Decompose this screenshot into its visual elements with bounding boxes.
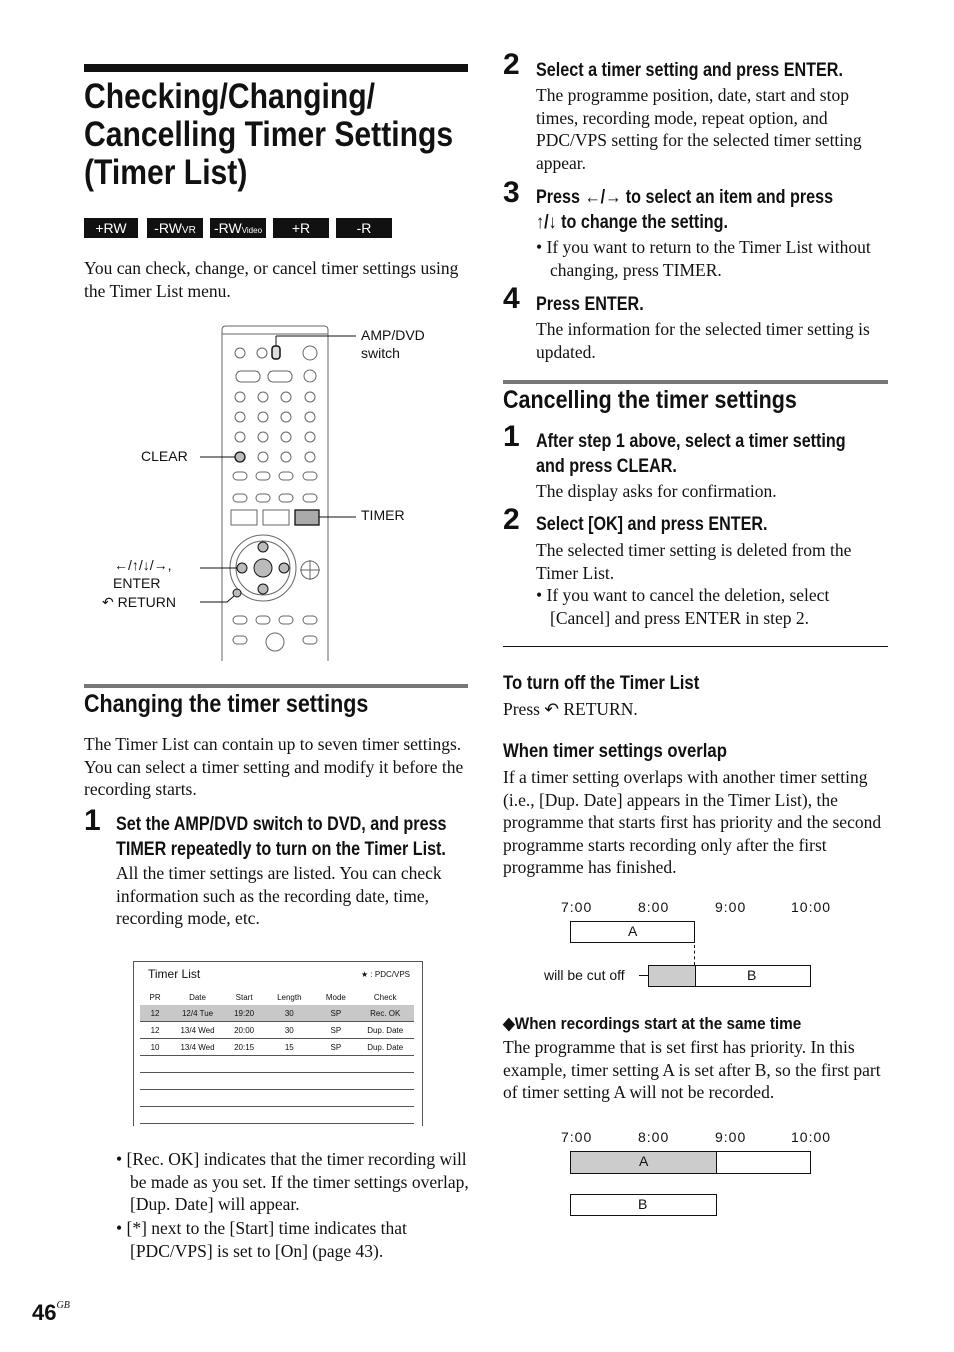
cancel-rule [503, 380, 888, 384]
step3-bullet: • If you want to return to the Timer List without changing, press TIMER. [536, 237, 871, 280]
timer-list-title: Timer List [148, 967, 201, 981]
same-time-heading: ◆When recordings start at the same time [503, 1014, 802, 1033]
changing-intro: The Timer List can contain up to seven timer settings. You can select a timer setting and modify it before the recording starts. [84, 734, 464, 800]
timer-list-cell [225, 1056, 263, 1073]
timer-list-column-header: PR [149, 992, 161, 1002]
badge-plus-r: +R [273, 218, 329, 238]
overlap-body: If a timer setting overlaps with another timer setting (i.e., [Dup. Date] appears in the Timer List), the programme that starts first has priority and the second programme starts recording only after the first programme has finished. [503, 767, 882, 878]
timer-list-row[interactable] [140, 1073, 414, 1090]
timer-list-cell [356, 1090, 414, 1107]
step2-body: The programme position, date, start and stop times, recording mode, repeat option, and PDC/VPS setting for the selected timer setting appear. [536, 85, 862, 173]
remote-label-arrows: ←/↑/↓/→, [114, 557, 172, 573]
timer-list-cell: Dup. Date [356, 1039, 414, 1056]
d2-bar-b: B [570, 1194, 717, 1216]
step3-title: Press ←/→ to select an item and press ↑/↓ to change the setting. [536, 187, 834, 233]
badge-minus-r: -R [336, 218, 392, 238]
step2-title: Select a timer setting and press ENTER. [536, 60, 843, 81]
timer-list-cell [140, 1107, 170, 1124]
page-number: $46^{GB}$ [32, 1300, 70, 1325]
timer-list-cell [140, 1056, 170, 1073]
timer-list-cell: 12 [140, 1005, 170, 1022]
timer-list-cell [170, 1056, 225, 1073]
timer-list-column-header: Date [189, 992, 206, 1002]
cancel-step1-number: 1 [503, 420, 520, 453]
bullet-rec-ok: • [Rec. OK] indicates that the timer recording will be made as you set. If the timer settings overlap, [Dup. Date] will appear. [116, 1149, 469, 1215]
timer-list-cell: 12/4 Tue [170, 1005, 225, 1022]
step1-number: 1 [84, 804, 101, 837]
timer-list-column-header: Check [373, 992, 397, 1002]
intro-text: You can check, change, or cancel timer settings using the Timer List menu. [84, 258, 459, 301]
timer-list-cell [170, 1073, 225, 1090]
timer-list-cell: 19:20 [225, 1005, 263, 1022]
remote-illustration [100, 320, 470, 665]
step4-title: Press ENTER. [536, 294, 644, 315]
d1-dashed-line [694, 945, 695, 965]
timer-list-cell: Dup. Date [356, 1022, 414, 1039]
turnoff-body: Press ↶ RETURN. [503, 699, 638, 719]
timer-list-cell [170, 1107, 225, 1124]
timer-list-cell [315, 1090, 356, 1107]
overlap-diagram [503, 895, 888, 995]
timer-list-cell: 15 [263, 1039, 315, 1056]
remote-label-amp: AMP/DVD switch [361, 327, 425, 361]
badge-minus-rw-vr: -RWVR [147, 218, 203, 238]
d1-bar-a: A [570, 921, 695, 943]
remote-label-return: ↶ RETURN [102, 594, 176, 610]
timer-list-row[interactable] [140, 1107, 414, 1124]
timer-list-column-header: Mode [325, 992, 346, 1002]
timer-list-cell: 12 [140, 1022, 170, 1039]
step3-number: 3 [503, 176, 520, 209]
changing-heading: Changing the timer settings [84, 690, 369, 718]
step1-body: All the timer settings are listed. You can check information such as the recording date, time, recording mode, etc. [116, 863, 442, 929]
d1-time-9: 9:00 [715, 899, 747, 915]
timer-list-legend: ★ : PDC/VPS [361, 970, 410, 979]
timer-list-row[interactable] [140, 1056, 414, 1073]
d1-cut-segment [649, 966, 696, 986]
same-time-diagram [503, 1125, 888, 1220]
timer-list-cell: 10 [140, 1039, 170, 1056]
remote-label-enter: ENTER [113, 575, 161, 591]
cancel-heading: Cancelling the timer settings [503, 386, 797, 414]
cancel-step2-number: 2 [503, 503, 520, 536]
timer-list-row[interactable] [140, 1039, 414, 1056]
overlap-heading: When timer settings overlap [503, 741, 727, 762]
timer-list-cell: 30 [263, 1022, 315, 1039]
page-title: Checking/Changing/ Cancelling Timer Settings (Timer List) [84, 77, 454, 192]
d1-time-8: 8:00 [638, 899, 670, 915]
timer-list-row[interactable] [140, 1005, 414, 1022]
d1-time-10: 10:00 [791, 899, 832, 915]
timer-list-header-row [140, 989, 414, 1005]
timer-list-cell [225, 1073, 263, 1090]
step2-number: 2 [503, 48, 520, 81]
timer-list-cell: 20:00 [225, 1022, 263, 1039]
timer-list-row[interactable] [140, 1090, 414, 1107]
timer-list-cell [140, 1090, 170, 1107]
timer-list-cell [356, 1073, 414, 1090]
cancel-step1-title: After step 1 above, select a timer setting and press CLEAR. [536, 431, 846, 477]
timer-list-cell [263, 1073, 315, 1090]
timer-list-cell: 13/4 Wed [170, 1022, 225, 1039]
badge-minus-rw-video: -RWVideo [210, 218, 266, 238]
d2-time-7: 7:00 [561, 1129, 593, 1145]
timer-list-cell: 13/4 Wed [170, 1039, 225, 1056]
remote-label-timer: TIMER [361, 507, 405, 523]
bullet-pdc-vps: • [*] next to the [Start] time indicates that [PDC/VPS] is set to [On] (page 43). [116, 1218, 407, 1261]
d1-bar-b: B [648, 965, 811, 987]
section-divider [503, 646, 888, 647]
timer-list-cell: SP [315, 1022, 356, 1039]
badge-plus-rw: +RW [84, 218, 138, 238]
timer-list-cell [356, 1107, 414, 1124]
timer-list-screen [133, 961, 423, 1126]
d2-time-10: 10:00 [791, 1129, 832, 1145]
timer-list-cell [315, 1073, 356, 1090]
timer-list-cell [170, 1090, 225, 1107]
d2-time-8: 8:00 [638, 1129, 670, 1145]
step4-number: 4 [503, 282, 520, 315]
timer-list-column-header: Length [277, 992, 302, 1002]
turnoff-heading: To turn off the Timer List [503, 673, 700, 694]
timer-list-cell [263, 1056, 315, 1073]
timer-list-cell [225, 1107, 263, 1124]
changing-rule [84, 684, 468, 688]
timer-list-cell [263, 1107, 315, 1124]
timer-list-cell: SP [315, 1039, 356, 1056]
timer-list-cell [263, 1090, 315, 1107]
cancel-step2-title: Select [OK] and press ENTER. [536, 514, 768, 535]
step1-title: Set the AMP/DVD switch to DVD, and press TIMER repeatedly to turn on the Timer List. [116, 814, 447, 860]
cancel-step2-bullet: • If you want to cancel the deletion, select [Cancel] and press ENTER in step 2. [536, 585, 830, 628]
timer-list-cell: 20:15 [225, 1039, 263, 1056]
remote-label-clear: CLEAR [141, 448, 188, 464]
cancel-step2-body: The selected timer setting is deleted from the Timer List. [536, 540, 852, 583]
d1-cut-label: will be cut off [544, 967, 625, 983]
title-rule [84, 64, 468, 72]
timer-list-table [140, 989, 414, 1124]
timer-list-row[interactable] [140, 1022, 414, 1039]
timer-list-cell [356, 1056, 414, 1073]
timer-list-cell [315, 1056, 356, 1073]
d2-bar-a: A [570, 1151, 811, 1174]
timer-list-cell: Rec. OK [356, 1005, 414, 1022]
timer-list-cell [140, 1073, 170, 1090]
timer-list-cell: SP [315, 1005, 356, 1022]
timer-list-cell [225, 1090, 263, 1107]
d1-time-7: 7:00 [561, 899, 593, 915]
step4-body: The information for the selected timer setting is updated. [536, 319, 870, 362]
timer-list-cell [315, 1107, 356, 1124]
d2-time-9: 9:00 [715, 1129, 747, 1145]
timer-list-cell: 30 [263, 1005, 315, 1022]
timer-list-column-header: Start [235, 992, 253, 1002]
cancel-step1-body: The display asks for confirmation. [536, 481, 777, 501]
same-time-body: The programme that is set first has priority. In this example, timer setting A is set after B, so the first part of timer setting A will not be recorded. [503, 1037, 881, 1103]
